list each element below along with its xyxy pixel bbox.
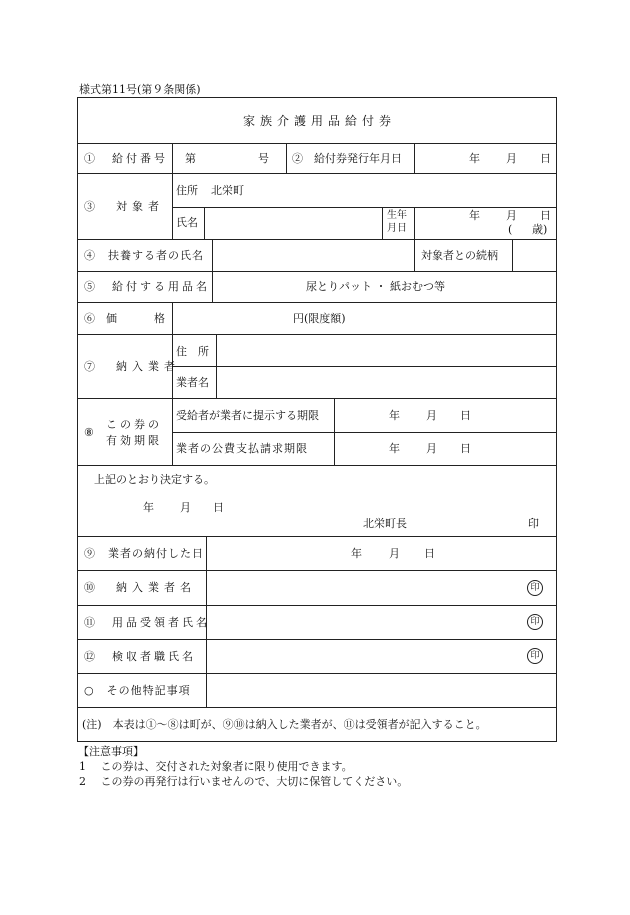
decision-year: 年 [143,501,154,514]
frame-top [77,97,557,98]
cautions-heading: 【注意事項】 [78,745,144,758]
frame-bottom [77,741,557,742]
decision-text: 上記のとおり決定する。 [94,473,215,486]
supporter-name-label: ④ 扶養する者の氏名 [84,249,204,262]
issue-date-day: 日 [540,152,551,165]
price-label: ⑥ 価 [84,312,117,325]
validity-label-2: 有効期限 [106,434,162,447]
inspector-seal: 印 [527,648,543,664]
present-deadline-label: 受給者が業者に提示する期限 [176,409,319,422]
other-notes-label: ○ その他特記事項 [84,684,191,697]
decision-seal: 印 [528,517,539,530]
caution-item: 2 この券の再発行は行いませんので、大切に保管してください。 [79,775,409,788]
supplier-name-row-label: ⑩ 納入業者名 [84,581,196,594]
subject-address-value: 北栄町 [211,184,244,197]
birth-month: 月 [506,209,517,222]
supplier-address-label: 住 所 [176,345,209,358]
form-number: 様式第11号(第９条関係) [79,83,201,96]
receiver-name-label: ⑪ 用品受領者氏名 [84,616,210,629]
present-deadline-day: 日 [460,409,471,422]
present-deadline-year: 年 [389,409,400,422]
claim-deadline-day: 日 [460,442,471,455]
form-title: 家族介護用品給付券 [243,114,397,128]
validity-num: ⑧ [84,426,94,439]
issue-date-month: 月 [506,152,517,165]
issue-date-year: 年 [469,152,480,165]
supplier-seal: 印 [527,580,543,596]
supplier-name-label: 業者名 [176,376,209,389]
subject-name-label: 氏名 [176,216,198,229]
subject-label: ③ 対象者 [84,200,164,213]
decision-month: 月 [180,501,191,514]
form-note: (注) 本表は①～⑧は町が、⑨⑩は納入した業者が、⑪は受領者が記入すること。 [82,718,487,731]
age-label: 歳) [532,223,548,236]
delivery-date-label: ⑨ 業者の納付した日 [84,547,204,560]
birth-label-2: 月日 [387,223,407,234]
decision-signer: 北栄町長 [363,517,407,530]
claim-deadline-year: 年 [389,442,400,455]
birth-label-1: 生年 [387,210,407,221]
supplier-label: ⑦ 納入業者 [84,360,180,373]
price-value: 円(限度額) [293,312,346,325]
grant-number-dai: 第 [185,152,196,165]
item-name-value: 尿とりパット ・ 紙おむつ等 [306,280,445,293]
claim-deadline-month: 月 [426,442,437,455]
receiver-seal: 印 [527,614,543,630]
frame-left [77,97,78,742]
issue-date-label: ② 給付券発行年月日 [292,152,402,165]
birth-day: 日 [540,209,551,222]
age-open: ( [508,223,513,236]
birth-year: 年 [469,209,480,222]
delivery-date-month: 月 [389,547,400,560]
decision-day: 日 [213,501,224,514]
present-deadline-month: 月 [426,409,437,422]
validity-label-1: この券の [106,418,162,431]
grant-number-label: ① 給付番号 [84,152,168,165]
frame-right [556,97,557,742]
subject-address-label: 住所 [176,184,198,197]
grant-number-go: 号 [258,152,269,165]
delivery-date-year: 年 [351,547,362,560]
caution-item: 1 この券は、交付された対象者に限り使用できます。 [79,760,353,773]
inspector-name-label: ⑫ 検収者職氏名 [84,650,196,663]
claim-deadline-label: 業者の公費支払請求期限 [176,442,308,455]
item-name-label: ⑤ 給付する用品名 [84,280,210,293]
delivery-date-day: 日 [424,547,435,560]
relation-label: 対象者との続柄 [421,249,498,262]
price-label-end: 格 [154,312,165,325]
